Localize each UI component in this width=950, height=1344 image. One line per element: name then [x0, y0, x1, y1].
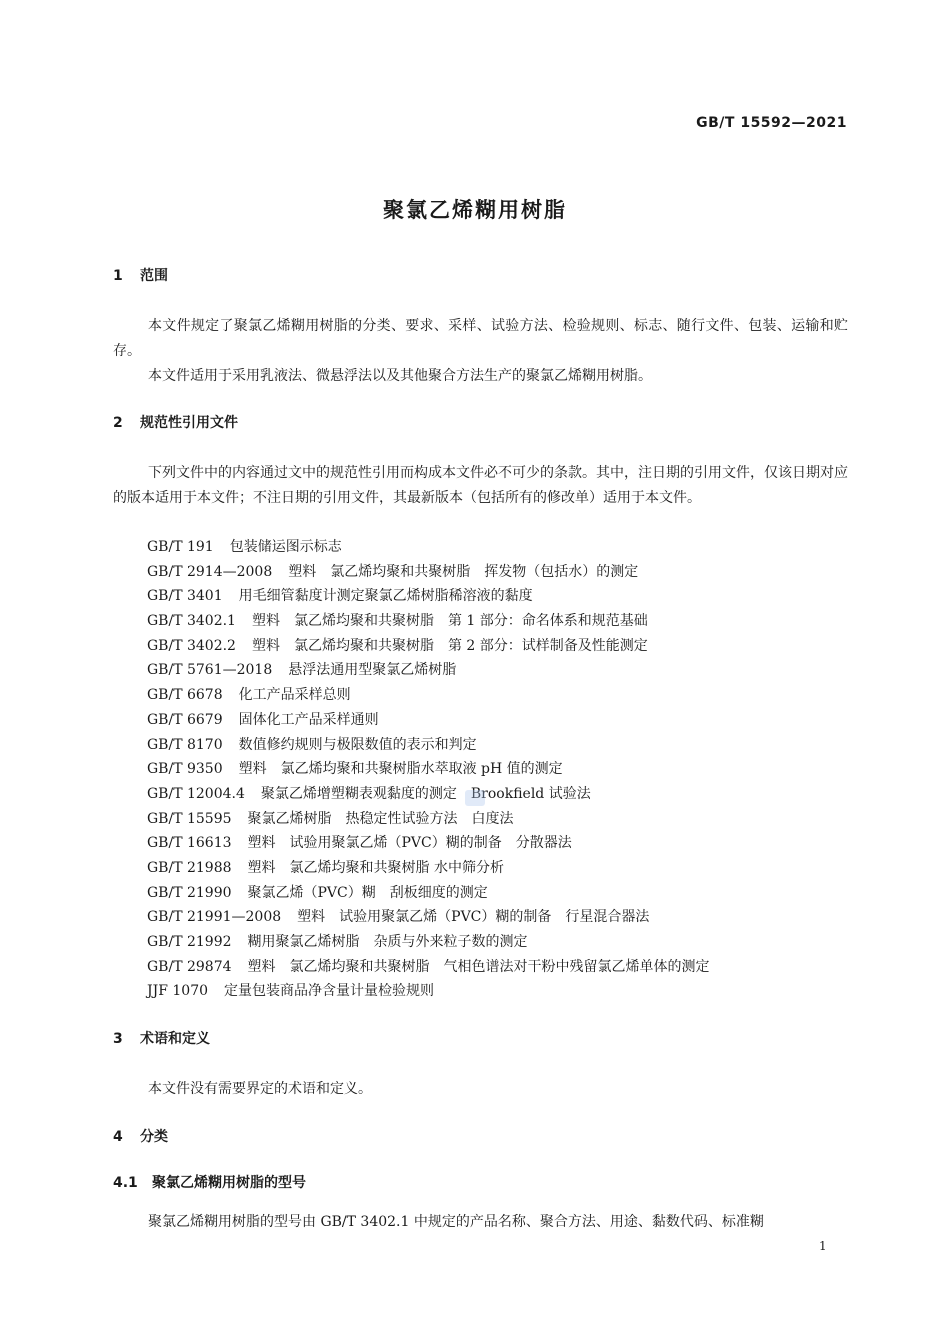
reference-title: 用毛细管黏度计测定聚氯乙烯树脂稀溶液的黏度 — [238, 588, 533, 605]
standard-code: GB/T 15592—2021 — [696, 115, 847, 131]
reference-item — [147, 634, 710, 659]
section-3-paragraph: 本文件没有需要界定的术语和定义。 — [148, 1081, 372, 1097]
section-4-1-heading — [113, 1173, 306, 1193]
reference-title: 糊用聚氯乙烯树脂 杂质与外来粒子数的测定 — [247, 934, 528, 950]
reference-title: 塑料 氯乙烯均聚和共聚树脂 第 2 部分：试样制备及性能测定 — [251, 637, 648, 654]
section-1-paragraph-2: 本文件适用于采用乳液法、微悬浮法以及其他聚合方法生产的聚氯乙烯糊用树脂。 — [148, 368, 652, 384]
reference-title: 塑料 氯乙烯均聚和共聚树脂 第 1 部分：命名体系和规范基础 — [251, 613, 648, 630]
reference-item — [147, 658, 710, 683]
reference-item — [147, 807, 710, 832]
reference-code: GB/T 21991—2008 — [147, 909, 282, 926]
reference-title: 塑料 试验用聚氯乙烯（PVC）糊的制备 行星混合器法 — [297, 909, 650, 926]
reference-code: GB/T 15595 — [147, 810, 232, 827]
reference-title: 聚氯乙烯（PVC）糊 刮板细度的测定 — [247, 884, 488, 901]
reference-code: GB/T 21988 — [147, 859, 232, 876]
reference-item — [147, 535, 710, 560]
reference-code: GB/T 9350 — [147, 761, 223, 778]
reference-title: 塑料 氯乙烯均聚和共聚树脂 挥发物（包括水）的测定 — [288, 563, 639, 580]
reference-code: JJF 1070 — [147, 983, 209, 1000]
reference-code: GB/T 3402.1 — [147, 613, 236, 630]
reference-item — [147, 757, 710, 782]
section-number: 2 — [113, 415, 123, 431]
reference-code: GB/T 6679 — [147, 711, 223, 728]
page-number: 1 — [819, 1239, 827, 1253]
document-title: 聚氯乙烯糊用树脂 — [383, 198, 567, 222]
section-number: 3 — [113, 1031, 123, 1047]
reference-item — [147, 856, 710, 881]
section-2-intro: 下列文件中的内容通过文中的规范性引用而构成本文件必不可少的条款。其中，注日期的引用文件，仅该日期对应的版本适用于本文件；不注日期的引用文件，其最新版本（包括所有的修改单）适用于本文件。 — [113, 465, 848, 506]
reference-title: 聚氯乙烯增塑糊表观黏度的测定 Brookfield 试验法 — [260, 785, 591, 802]
reference-title: 悬浮法通用型聚氯乙烯树脂 — [288, 662, 457, 679]
reference-title: 数值修约规则与极限数值的表示和判定 — [238, 736, 477, 753]
reference-item — [147, 955, 710, 980]
reference-code: GB/T 3401 — [147, 588, 223, 605]
reference-title: 聚氯乙烯树脂 热稳定性试验方法 白度法 — [247, 810, 514, 827]
section-2-heading — [113, 413, 238, 433]
reference-code: GB/T 8170 — [147, 736, 223, 753]
reference-item — [147, 708, 710, 733]
reference-item — [147, 733, 710, 758]
reference-title: 塑料 试验用聚氯乙烯（PVC）糊的制备 分散器法 — [247, 835, 572, 852]
section-number: 4 — [113, 1129, 123, 1145]
section-1-heading — [113, 266, 168, 286]
section-title: 范围 — [140, 268, 168, 284]
reference-item — [147, 609, 710, 634]
reference-title: 塑料 氯乙烯均聚和共聚树脂 水中筛分析 — [247, 859, 504, 876]
section-4-1-paragraph: 聚氯乙烯糊用树脂的型号由 GB/T 3402.1 中规定的产品名称、聚合方法、用途、黏数代码、标准糊 — [148, 1214, 764, 1230]
reference-code: GB/T 6678 — [147, 687, 223, 704]
reference-title: 定量包装商品净含量计量检验规则 — [224, 983, 435, 1000]
reference-item — [147, 930, 710, 955]
reference-code: GB/T 2914—2008 — [147, 563, 273, 580]
reference-code: GB/T 191 — [147, 539, 214, 555]
subsection-number: 4.1 — [113, 1175, 138, 1191]
reference-item — [147, 683, 710, 708]
reference-title: 包装储运图示标志 — [229, 539, 342, 555]
section-1-paragraph-1: 本文件规定了聚氯乙烯糊用树脂的分类、要求、采样、试验方法、检验规则、标志、随行文件、包装、运输和贮存。 — [113, 318, 848, 359]
reference-item — [147, 979, 710, 1004]
section-title: 规范性引用文件 — [140, 415, 238, 431]
reference-item — [147, 881, 710, 906]
reference-code: GB/T 16613 — [147, 835, 232, 852]
reference-code: GB/T 29874 — [147, 958, 232, 975]
normative-references-list — [147, 535, 710, 1004]
reference-code: GB/T 21990 — [147, 884, 232, 901]
reference-item — [147, 560, 710, 585]
reference-title: 固体化工产品采样通则 — [238, 711, 379, 728]
reference-title: 塑料 氯乙烯均聚和共聚树脂水萃取液 pH 值的测定 — [238, 761, 563, 778]
reference-title: 塑料 氯乙烯均聚和共聚树脂 气相色谱法对干粉中残留氯乙烯单体的测定 — [247, 958, 710, 975]
section-number: 1 — [113, 268, 123, 284]
section-4-heading — [113, 1127, 168, 1147]
reference-code: GB/T 5761—2018 — [147, 662, 273, 679]
section-title: 分类 — [140, 1129, 168, 1145]
section-3-heading — [113, 1029, 210, 1049]
reference-code: GB/T 12004.4 — [147, 785, 245, 802]
reference-code: GB/T 3402.2 — [147, 637, 236, 654]
subsection-title: 聚氯乙烯糊用树脂的型号 — [152, 1175, 306, 1191]
reference-item — [147, 831, 710, 856]
reference-code: GB/T 21992 — [147, 934, 232, 950]
reference-title: 化工产品采样总则 — [238, 687, 351, 704]
section-title: 术语和定义 — [140, 1031, 210, 1047]
scan-artifact — [465, 790, 485, 806]
reference-item — [147, 584, 710, 609]
reference-item — [147, 905, 710, 930]
reference-item — [147, 782, 710, 807]
